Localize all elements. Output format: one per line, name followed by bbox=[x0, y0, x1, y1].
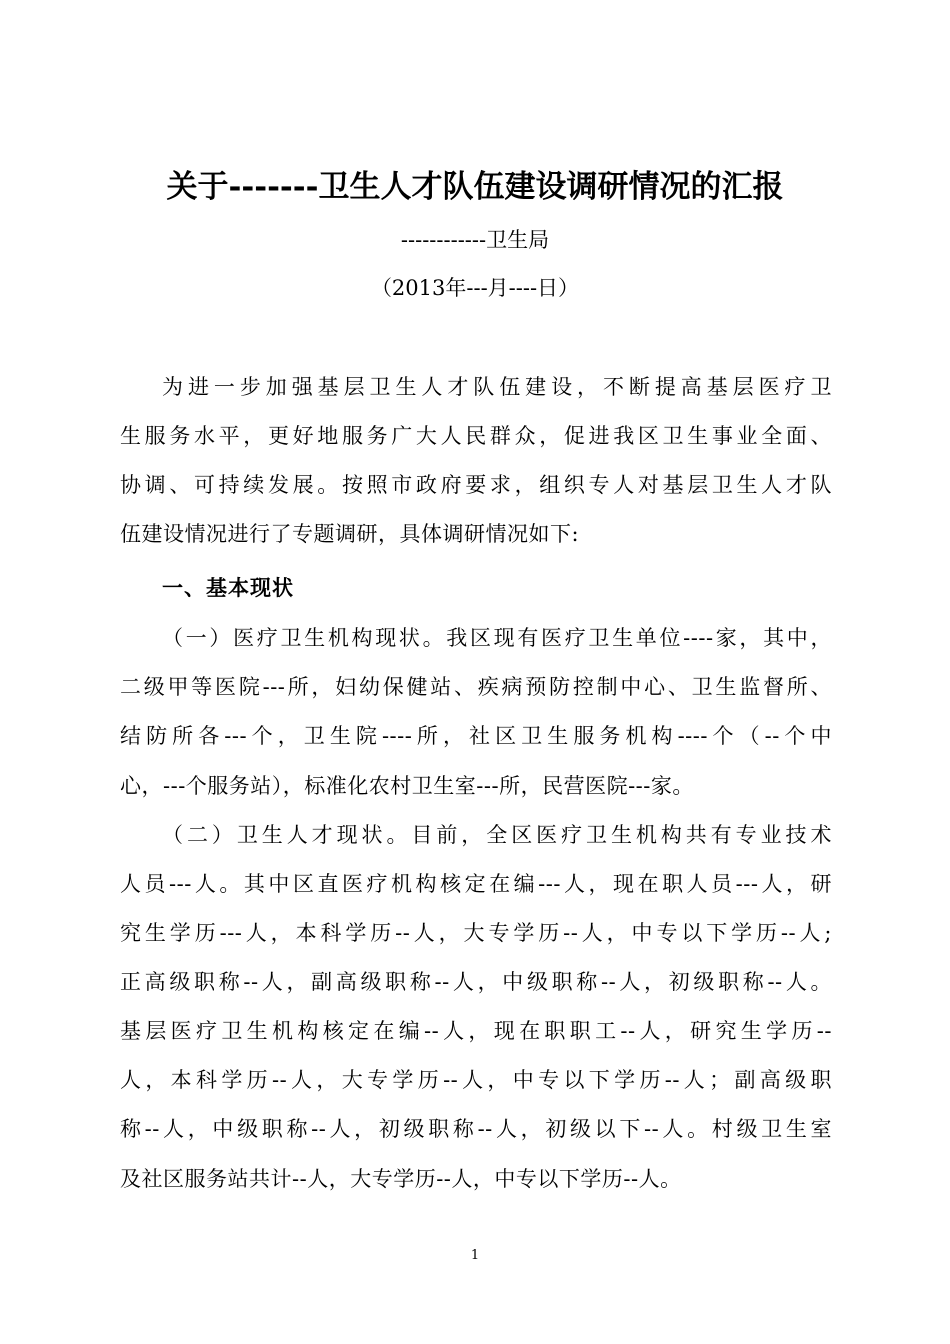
paragraph-line: 正高级职称--人，副高级职称--人，中级职称--人，初级职称--人。 bbox=[120, 970, 832, 994]
paragraph-line: 生服务水平，更好地服务广大人民群众，促进我区卫生事业全面、 bbox=[120, 424, 832, 448]
page-number: 1 bbox=[470, 1248, 480, 1263]
paragraph-line: 究生学历---人，本科学历--人，大专学历--人，中专以下学历--人; bbox=[120, 921, 832, 945]
paragraph-line: 及社区服务站共计--人，大专学历--人，中专以下学历--人。 bbox=[120, 1167, 682, 1191]
paragraph-line: （二）卫生人才现状。目前，全区医疗卫生机构共有专业技术 bbox=[162, 823, 832, 847]
paragraph-line: （一）医疗卫生机构现状。我区现有医疗卫生单位----家，其中， bbox=[162, 626, 832, 650]
paragraph-line: 称--人，中级职称--人，初级职称--人，初级以下--人。村级卫生室 bbox=[120, 1117, 832, 1141]
paragraph-line: 为进一步加强基层卫生人才队伍建设，不断提高基层医疗卫 bbox=[162, 375, 832, 399]
paragraph-line: 结防所各---个，卫生院----所，社区卫生服务机构----个（--个中 bbox=[120, 724, 832, 748]
document-title: 关于-------卫生人才队伍建设调研情况的汇报 bbox=[166, 169, 784, 205]
document-date: （2013年---月----日） bbox=[370, 276, 580, 300]
section-heading: 一、基本现状 bbox=[162, 576, 294, 600]
paragraph-line: 伍建设情况进行了专题调研，具体调研情况如下: bbox=[120, 522, 580, 546]
paragraph-line: 心，---个服务站），标准化农村卫生室---所，民营医院---家。 bbox=[120, 774, 694, 798]
paragraph-line: 人员---人。其中区直医疗机构核定在编---人，现在职人员---人，研 bbox=[120, 872, 832, 896]
paragraph-line: 基层医疗卫生机构核定在编--人，现在职职工--人，研究生学历-- bbox=[120, 1019, 832, 1043]
paragraph-line: 二级甲等医院---所，妇幼保健站、疾病预防控制中心、卫生监督所、 bbox=[120, 675, 832, 699]
paragraph-line: 协调、可持续发展。按照市政府要求，组织专人对基层卫生人才队 bbox=[120, 473, 832, 497]
document-author: ------------卫生局 bbox=[400, 228, 550, 252]
paragraph-line: 人，本科学历--人，大专学历--人，中专以下学历--人；副高级职 bbox=[120, 1068, 832, 1092]
